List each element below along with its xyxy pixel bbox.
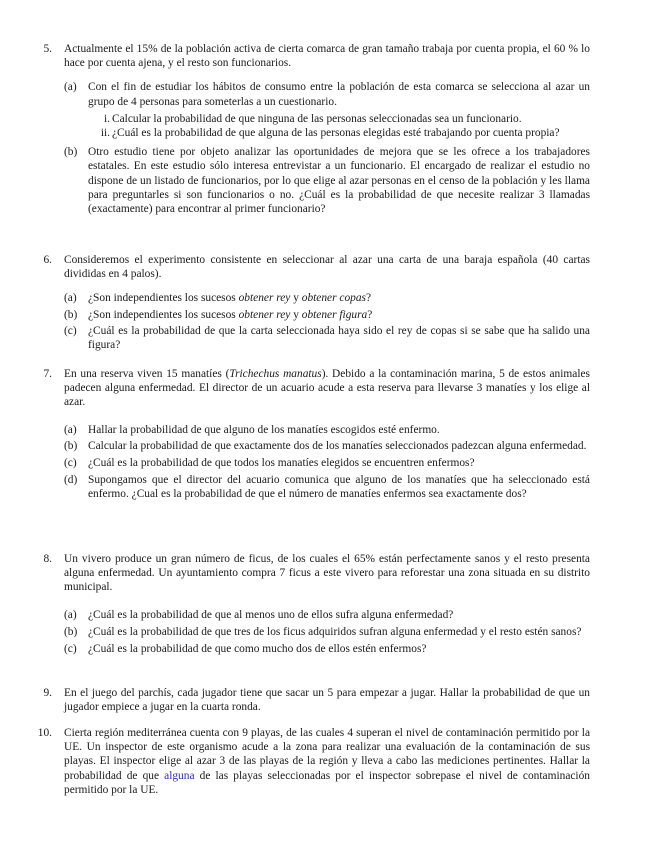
part-label: (b) [64,439,78,452]
part-c [64,642,590,656]
event-name: obtener copas [301,292,366,305]
problem-9 [0,686,655,714]
part-b [64,308,590,322]
problem-statement: En el juego del parchís, cada jugador tiene que sacar un 5 para empezar a jugar. Hallar la probabilidad de que un jugador empiece a jugar en la cuarta ronda. [64,687,590,714]
problem-statement: Un vivero produce un gran número de ficus, de los cuales el 65% están perfectamente sanos y el resto presenta alguna enfermedad. Un ayuntamiento compra 7 ficus a este vivero para reforestar una zona situada en su distrito municipal. [64,553,590,594]
part-text: ¿Cuál es la probabilidad de que alguna de las personas elegidas esté trabajando por cuenta propia? [112,127,560,140]
part-label: (b) [64,308,78,321]
part-text: ¿Cuál es la probabilidad de que todos los manatíes elegidos se encuentren enfermos? [88,457,475,470]
part-label: (a) [64,81,77,94]
part-label: ii. [100,127,110,140]
part-text: Supongamos que el director del acuario comunica que alguno de los manatíes que ha seleccionado está enfermo. ¿Cual es la probabilidad de que el número de manatíes enfermos sea exactamente dos? [88,474,590,501]
problem-7 [0,367,655,502]
part-text-post: ? [365,292,372,305]
problem-statement [64,726,590,797]
part-text: Calcular la probabilidad de que exactamente dos de los manatíes seleccionados padezcan alguna enfermedad. [88,439,587,452]
statement-pre: Cierta región mediterránea cuenta con 9 playas, de las cuales 4 superan el nivel de contaminación permitido por la UE. Un inspector de este organismo acude a la zona para realizar una evaluación de la contaminación de sus playas. El inspector elige al azar 3 de las playas de la región y lleva a cabo las mediciones pertinentes. Hallar la probabilidad de que [64,727,590,782]
part-text: ¿Cuál es la probabilidad de que como mucho dos de ellos estén enfermos? [88,643,427,656]
problem-statement [64,367,590,410]
part-a-ii [100,126,590,140]
problem-5 [0,42,655,216]
problem-number: 10. [37,727,52,739]
part-text: Con el fin de estudiar los hábitos de consumo entre la población de esta comarca se selecciona al azar un grupo de 4 personas para someterlas a un cuestionario. [88,81,590,108]
part-label: (b) [64,625,78,638]
part-a-i [103,112,590,126]
part-label: (c) [64,643,77,656]
part-c [64,324,590,352]
part-b [64,145,590,216]
problem-number: 7. [43,368,52,380]
statement-post: de las playas seleccionadas por el inspector sobrepase el nivel de contaminación permitido por la UE. [64,769,590,796]
statement-post: ). Debido a la contaminación marina, 5 de estos animales padecen alguna enfermedad. El director de un acuario acude a esta reserva para llevarse 3 manatíes y los elige al azar. [64,368,590,409]
event-name: obtener rey [238,308,291,321]
part-text: Otro estudio tiene por objeto analizar las oportunidades de mejora que se les ofrece a los trabajadores estatales. En este estudio sólo interesa entrevistar a un funcionario. El encargado de realizar el estudio no dispone de un listado de funcionarios, por lo que elige al azar personas en el censo de la población y les llama para preguntarles si son funcionarios o no. ¿Cuál es la probabilidad de que necesite realizar 3 llamadas (exactamente) para encontrar al primer funcionario? [88,146,590,216]
part-label: (a) [64,608,77,621]
part-label: (b) [64,146,78,159]
part-b [64,439,590,453]
part-text: Hallar la probabilidad de que alguno de los manatíes escogidos esté enfermo. [88,423,440,436]
problem-statement: Consideremos el experimento consistente en seleccionar al azar una carta de una baraja española (40 cartas divididas en 4 palos). [64,254,590,281]
part-label: (c) [64,457,77,470]
highlighted-word: alguna [164,769,195,782]
part-label: (a) [64,292,77,305]
part-text: ¿Cuál es la probabilidad de que la carta seleccionada haya sido el rey de copas si se sabe que ha salido una figura? [88,324,590,352]
problem-10 [0,726,655,797]
part-text-post: ? [367,308,373,321]
part-text-mid: y [290,308,302,321]
part-label: i. [103,112,110,125]
part-text: ¿Cuál es la probabilidad de que tres de los ficus adquiridos sufran alguna enfermedad y el resto estén sanos? [88,625,582,638]
part-a [64,423,590,437]
event-name: obtener rey [238,292,291,305]
problem-8 [0,552,655,656]
statement-pre: En una reserva viven 15 manatíes ( [64,368,230,380]
problem-6 [0,253,655,352]
part-text-pre: ¿Son independientes los sucesos [88,292,239,305]
problem-number: 6. [43,254,52,266]
problem-number: 8. [43,553,52,565]
problem-number: 5. [43,43,52,55]
part-text: Calcular la probabilidad de que ninguna de las personas seleccionadas sea un funcionario. [112,112,522,125]
event-name: obtener figura [301,308,368,321]
part-a [64,291,590,305]
part-a [64,80,590,108]
part-d [64,473,590,501]
part-c [64,456,590,470]
part-a [64,608,590,622]
part-text-pre: ¿Son independientes los sucesos [88,308,239,321]
part-text-mid: y [290,292,302,305]
species-name: Trichechus manatus [229,368,322,380]
part-b [64,625,590,639]
problem-statement: Actualmente el 15% de la población activa de cierta comarca de gran tamaño trabaja por cuenta propia, el 60 % lo hace por cuenta ajena, y el resto son funcionarios. [64,43,590,70]
problem-number: 9. [43,687,52,699]
part-label: (d) [64,474,78,487]
part-label: (a) [64,423,77,436]
part-label: (c) [64,324,77,337]
part-text: ¿Cuál es la probabilidad de que al menos uno de ellos sufra alguna enfermedad? [88,608,454,621]
